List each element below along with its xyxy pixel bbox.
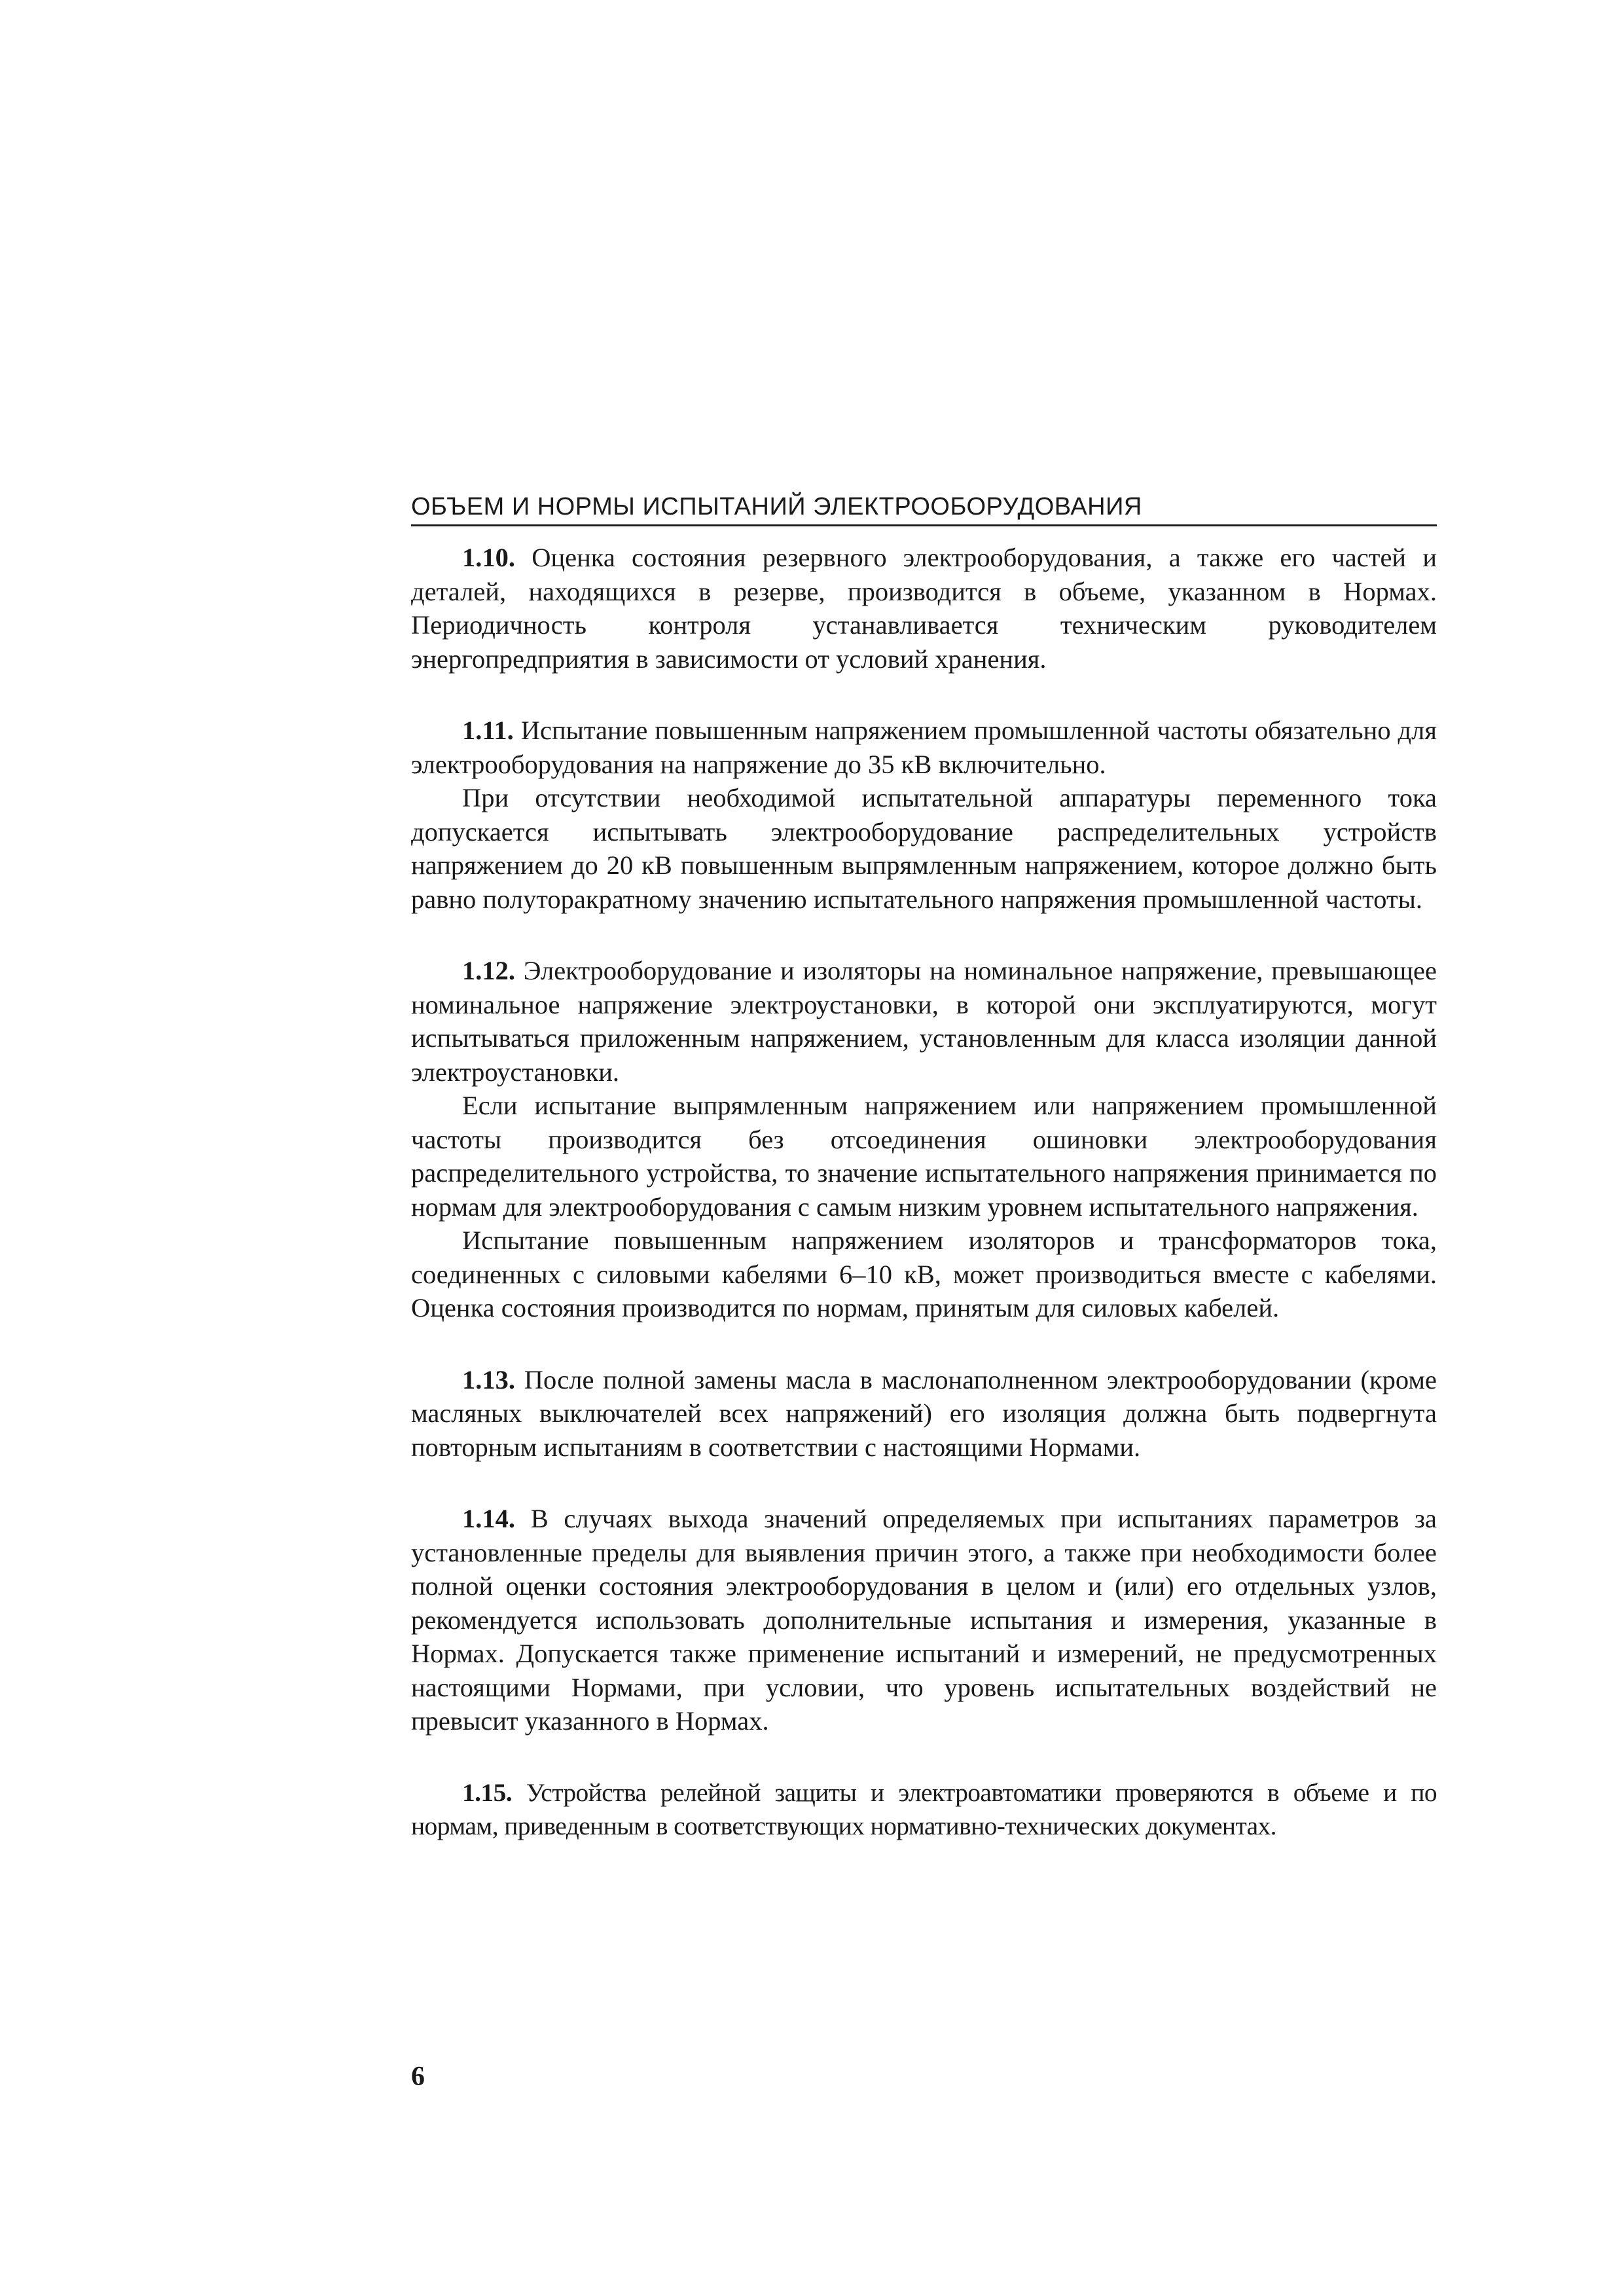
paragraph — [411, 541, 1437, 676]
section-1-15 — [411, 1776, 1437, 1844]
section-number: 1.12. — [462, 956, 515, 985]
paragraph — [411, 714, 1437, 781]
paragraph — [411, 1363, 1437, 1465]
section-1-13 — [411, 1363, 1437, 1465]
paragraph-text: Испытание повышенным напряжением промышленной частоты обязательно для электрооборудования на напряжение до 35 кВ включительно. — [411, 716, 1437, 779]
running-header: ОБЪЕМ И НОРМЫ ИСПЫТАНИЙ ЭЛЕКТРООБОРУДОВАНИЯ — [411, 494, 1437, 526]
paragraph-text: После полной замены масла в маслонаполненном электрооборудовании (кроме масляных выключателей всех напряжений) его изоляция должна быть подвергнута повторным испытаниям в соответствии с настоящими Нормами. — [411, 1364, 1437, 1462]
section-number: 1.13. — [462, 1364, 515, 1394]
paragraph — [411, 954, 1437, 1089]
page-number: 6 — [411, 2062, 425, 2092]
section-1-10 — [411, 541, 1437, 676]
paragraph: Испытание повышенным напряжением изоляторов и трансформаторов тока, соединенных с силовыми кабелями 6–10 кВ, может производиться вместе с кабелями. Оценка состояния производится по нормам, принятым для силовых кабелей. — [411, 1226, 1437, 1322]
section-number: 1.14. — [462, 1504, 515, 1533]
paragraph-text: Оценка состояния резервного электрооборудования, а также его частей и деталей, находящихся в резерве, производится в объеме, указанном в Нормах. Периодичность контроля устанавливается техническим руководителем энергопредприятия в зависимости от условий хранения. — [411, 543, 1437, 674]
paragraph — [411, 1776, 1437, 1844]
paragraph-text: Устройства релейной защиты и электроавтоматики проверяются в объеме и по нормам, приведенным в соответствующих нормативно-технических документах. — [411, 1777, 1437, 1840]
paragraph — [411, 1502, 1437, 1738]
section-number: 1.15. — [462, 1777, 513, 1807]
paragraph: При отсутствии необходимой испытательной аппаратуры переменного тока допускается испытывать электрооборудование распределительных устройств напряжением до 20 кВ повышенным выпрямленным напряжением, которое должно быть равно полуторакратному значению испытательного напряжения промышленной частоты. — [411, 783, 1437, 914]
section-1-12 — [411, 954, 1437, 1325]
paragraph-text: В случаях выхода значений определяемых при испытаниях параметров за установленные пределы для выявления причин этого, а также при необходимости более полной оценки состояния электрооборудования в целом и (или) его отдельных узлов, рекомендуется использовать дополнительные испытания и измерения, указанные в Нормах. Допускается также применение испытаний и измерений, не предусмотренных настоящими Нормами, при условии, что уровень испытательных воздействий не превысит указанного в Нормах. — [411, 1504, 1437, 1736]
paragraph: Если испытание выпрямленным напряжением или напряжением промышленной частоты производится без отсоединения ошиновки электрооборудования распределительного устройства, то значение испытательного напряжения принимается по нормам для электрооборудования с самым низким уровнем испытательного напряжения. — [411, 1091, 1437, 1222]
section-number: 1.10. — [462, 543, 515, 572]
page-content — [411, 494, 1437, 1882]
section-1-14 — [411, 1502, 1437, 1738]
paragraph-text: Электрооборудование и изоляторы на номинальное напряжение, превышающее номинальное напряжение электроустановки, в которой они эксплуатируются, могут испытываться приложенным напряжением, установленным для класса изоляции данной электроустановки. — [411, 956, 1437, 1087]
section-number: 1.11. — [462, 716, 514, 745]
section-1-11 — [411, 714, 1437, 916]
